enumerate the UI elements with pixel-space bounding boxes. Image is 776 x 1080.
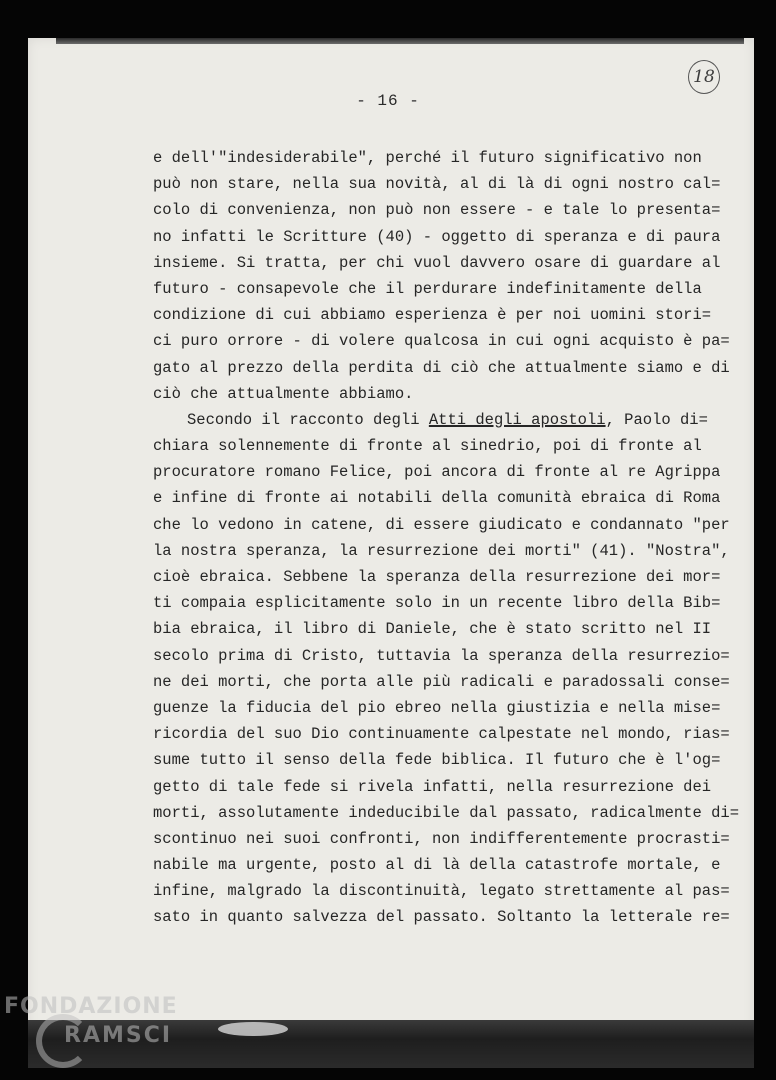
text-line: scontinuo nei suoi confronti, non indifferentemente procrasti= [153, 829, 730, 848]
text-line: procuratore romano Felice, poi ancora di fronte al re Agrippa [153, 463, 721, 482]
handwritten-circled-page-annotation: 18 [688, 60, 720, 94]
body-text [153, 145, 739, 931]
page-top-edge [56, 38, 744, 44]
text-line: che lo vedono in catene, di essere giudicato e condannato "per [153, 515, 730, 534]
text-line: ne dei morti, che porta alle più radicali e paradossali conse= [153, 672, 730, 691]
text-line: infine, malgrado la discontinuità, legato strettamente al pas= [153, 882, 730, 901]
text-line: ricordia del suo Dio continuamente calpestate nel mondo, rias= [153, 725, 730, 744]
text-line: e dell'"indesiderabile", perché il futuro significativo non [153, 149, 702, 167]
paragraph-start-line [153, 407, 733, 433]
text-line: può non stare, nella sua novità, al di là di ogni nostro cal= [153, 175, 721, 194]
text-span: , Paolo di= [605, 410, 708, 429]
text-line: chiara solennemente di fronte al sinedrio, poi di fronte al [153, 437, 702, 456]
text-line: e infine di fronte ai notabili della comunità ebraica di Roma [153, 489, 721, 508]
text-line: ti compaia esplicitamente solo in un recente libro della Bib= [153, 594, 721, 613]
text-line: nabile ma urgente, posto al di là della catastrofe mortale, e [153, 856, 721, 875]
scan-smudge [218, 1022, 288, 1036]
text-span: Secondo il racconto degli [187, 410, 429, 429]
text-line: la nostra speranza, la resurrezione dei morti" (41). "Nostra", [153, 541, 730, 560]
text-line: getto di tale fede si rivela infatti, nella resurrezione dei [153, 777, 712, 796]
text-line: no infatti le Scritture (40) - oggetto di speranza e di paura [153, 227, 721, 246]
text-line: colo di convenienza, non può non essere - e tale lo presenta= [153, 201, 721, 220]
fondazione-gramsci-watermark [4, 994, 204, 1048]
watermark-line2: RAMSCI [64, 1023, 173, 1048]
text-line: morti, assolutamente indeducibile dal passato, radicalmente di= [153, 803, 739, 822]
watermark-line1: FONDAZIONE [4, 994, 178, 1019]
page-number: - 16 - [356, 92, 420, 110]
text-line: condizione di cui abbiamo esperienza è per noi uomini stori= [153, 306, 712, 325]
text-line: sato in quanto salvezza del passato. Soltanto la letterale re= [153, 908, 730, 927]
text-line: sume tutto il senso della fede biblica. Il futuro che è l'og= [153, 751, 721, 770]
watermark-g-logo-icon [36, 1014, 90, 1068]
book-title-underlined: Atti degli apostoli [428, 410, 606, 429]
text-line: bia ebraica, il libro di Daniele, che è stato scritto nel II [153, 620, 712, 639]
text-line: gato al prezzo della perdita di ciò che attualmente siamo e di [153, 358, 730, 377]
text-line: ciò che attualmente abbiamo. [153, 384, 414, 403]
text-line: cioè ebraica. Sebbene la speranza della resurrezione dei mor= [153, 568, 721, 586]
text-line: insieme. Si tratta, per chi vuol davvero osare di guardare al [153, 253, 721, 272]
text-line: secolo prima di Cristo, tuttavia la speranza della resurrezio= [153, 646, 730, 665]
text-line: futuro - consapevole che il perdurare indefinitamente della [153, 279, 702, 298]
text-line: guenze la fiducia del pio ebreo nella giustizia e nella mise= [153, 698, 721, 717]
text-line: ci puro orrore - di volere qualcosa in cui ogni acquisto è pa= [153, 332, 730, 351]
